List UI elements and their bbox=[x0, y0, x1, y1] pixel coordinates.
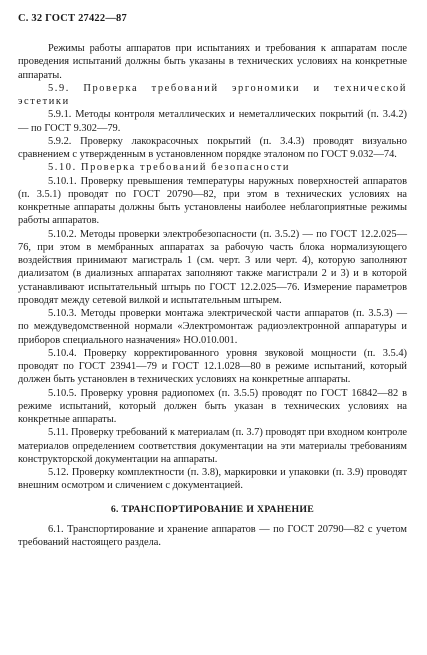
paragraph-6-1: 6.1. Транспортирование и хранение аппаратов — по ГОСТ 20790—82 с учетом требований настоящего раздела. bbox=[18, 523, 407, 548]
paragraph-5-10-1: 5.10.1. Проверку превышения температуры наружных поверхностей аппаратов (п. 3.5.1) проводят по ГОСТ 20790—82, при этом в технических условиях на конкретные аппараты должны быть установлены наиболее неблагоприятные режимы работы аппаратов. bbox=[18, 175, 407, 227]
paragraph-5-10-2: 5.10.2. Методы проверки электробезопасности (п. 3.5.2) — по ГОСТ 12.2.025—76, при этом в мембранных аппаратах за рабочую часть блока нормализующего воздействия принимают магистраль 1 (см. черт. 3 или черт. 4), которую заполняют диализатом (в диализных аппаратах заполняют также магистрали 2 и 3) и в которой устанавливают испытательный штырь по ГОСТ 12.2.025—76. Измерение параметров проводят между сетевой вилкой и испытательным штырем. bbox=[18, 228, 407, 306]
section-title-safety: 5.10. Проверка требований безопасности bbox=[48, 162, 291, 174]
paragraph-5-12: 5.12. Проверку комплектности (п. 3.8), маркировки и упаковки (п. 3.9) проводят внешним осмотром и сличением с документацией. bbox=[18, 467, 407, 492]
page-content bbox=[18, 42, 407, 549]
page-header: С. 32 ГОСТ 27422—87 bbox=[18, 13, 127, 24]
chapter-title: 6. ТРАНСПОРТИРОВАНИЕ И ХРАНЕНИЕ bbox=[110, 503, 315, 515]
paragraph-intro: Режимы работы аппаратов при испытаниях и требования к аппаратам после проведения испытаний должны быть указаны в технических условиях на конкретные аппараты. bbox=[18, 43, 407, 81]
paragraph-5-10-5: 5.10.5. Проверку уровня радиопомех (п. 3.5.5) проводят по ГОСТ 16842—82 в режиме испытаний, который должен быть указан в технических условиях на конкретные аппараты. bbox=[18, 387, 407, 425]
paragraph-5-9-1: 5.9.1. Методы контроля металлических и неметаллических покрытий (п. 3.4.2) — по ГОСТ 9.302—79. bbox=[18, 109, 407, 134]
paragraph-5-11: 5.11. Проверку требований к материалам (п. 3.7) проводят при входном контроле материалов определением соответствия документации на эти материалы требованиям конструкторской документации на аппараты. bbox=[18, 427, 407, 465]
section-title-ergonomics: 5.9. Проверка требований эргономики и технической эстетики bbox=[18, 82, 407, 107]
paragraph-5-9-2: 5.9.2. Проверку лакокрасочных покрытий (п. 3.4.3) проводят визуально сравнением с утвержденным в установленном порядке эталоном по ГОСТ 9.032—74. bbox=[18, 135, 407, 160]
paragraph-5-10-4: 5.10.4. Проверку корректированного уровня звуковой мощности (п. 3.5.4) проводят по ГОСТ 23941—79 и ГОСТ 12.1.028—80 в режиме испытаний, который должен быть установлен в технических условиях на конкретные аппараты. bbox=[18, 347, 407, 386]
paragraph-5-10-3: 5.10.3. Методы проверки монтажа электрической части аппаратов (п. 3.5.3) — по междуведомственной нормали «Электромонтаж радиоэлектронной аппаратуры и приборов специального назначения» НО.010.001. bbox=[18, 308, 407, 346]
